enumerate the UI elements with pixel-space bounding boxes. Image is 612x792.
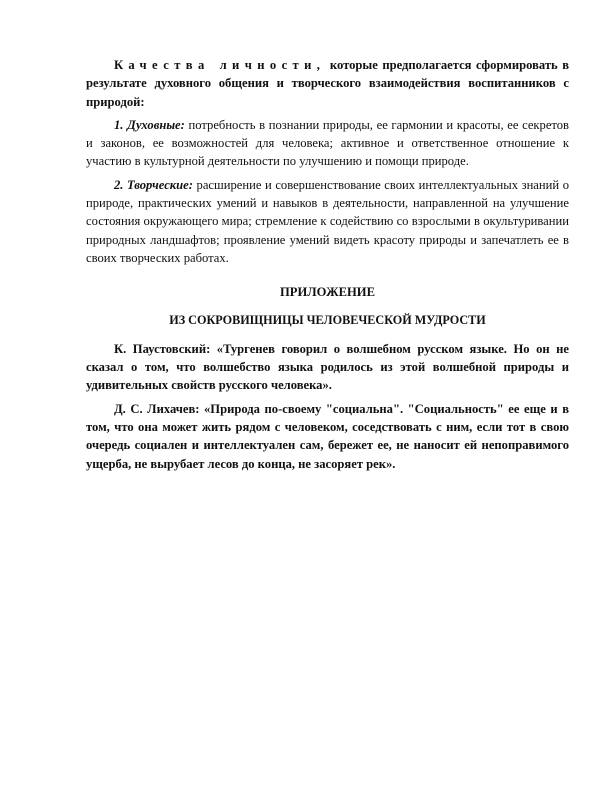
appendix-subtitle: ИЗ СОКРОВИЩНИЦЫ ЧЕЛОВЕЧЕСКОЙ МУДРОСТИ (169, 312, 486, 327)
intro-paragraph (86, 56, 569, 111)
document-page (86, 56, 569, 473)
quote-paustovsky-author: К. Паустовский: (114, 341, 211, 356)
quality-creative (86, 176, 569, 267)
quality-creative-label: 2. Творческие: (114, 177, 193, 192)
quote-paustovsky-text: «Тургенев говорил о волшебном русском языке. Но он не сказал о том, что волшебство языка родилось из этой волшебной природы и удивительных свойств русского человека». (86, 341, 569, 393)
appendix-title: ПРИЛОЖЕНИЕ (280, 285, 375, 300)
quote-likhachev-author: Д. С. Лихачев: (114, 401, 200, 416)
quality-spiritual (86, 116, 569, 171)
quote-paustovsky (86, 340, 569, 395)
quality-spiritual-label: 1. Духовные: (114, 117, 185, 132)
intro-lead-text: которые предполагается сформировать в результате духовного общения и творческого взаимодействия воспитанников с природой: (86, 58, 570, 109)
quality-creative-text: расширение и совершенствование своих интеллектуальных знаний о природе, практических умений и навыков в деятельности, направленной на улучшение состояния окружающего мира; стремление к содействию со взрослыми в окультуривании природных ландшафтов; проявление умений видеть красоту природы и запечатлеть ее в своих творческих работах. (86, 177, 569, 265)
quality-spiritual-text: потребность в познании природы, ее гармонии и красоты, ее секретов и законов, ее возможностей для человека; активное и ответственное отношение к участию в культурной деятельности по улучшению и помощи природе. (86, 117, 570, 169)
intro-spaced-words: Качества личности, (114, 58, 326, 72)
quote-likhachev (86, 400, 569, 473)
quote-likhachev-text: «Природа по-своему "социальна". "Социальность" ее еще и в том, что она может жить рядом с человеком, соседствовать с ним, если тот в свою очередь социален и интеллектуален сам, бережет ее, не наносит ей непоправимого ущерба, не вырубает лесов до конца, не засоряет рек». (86, 401, 569, 471)
